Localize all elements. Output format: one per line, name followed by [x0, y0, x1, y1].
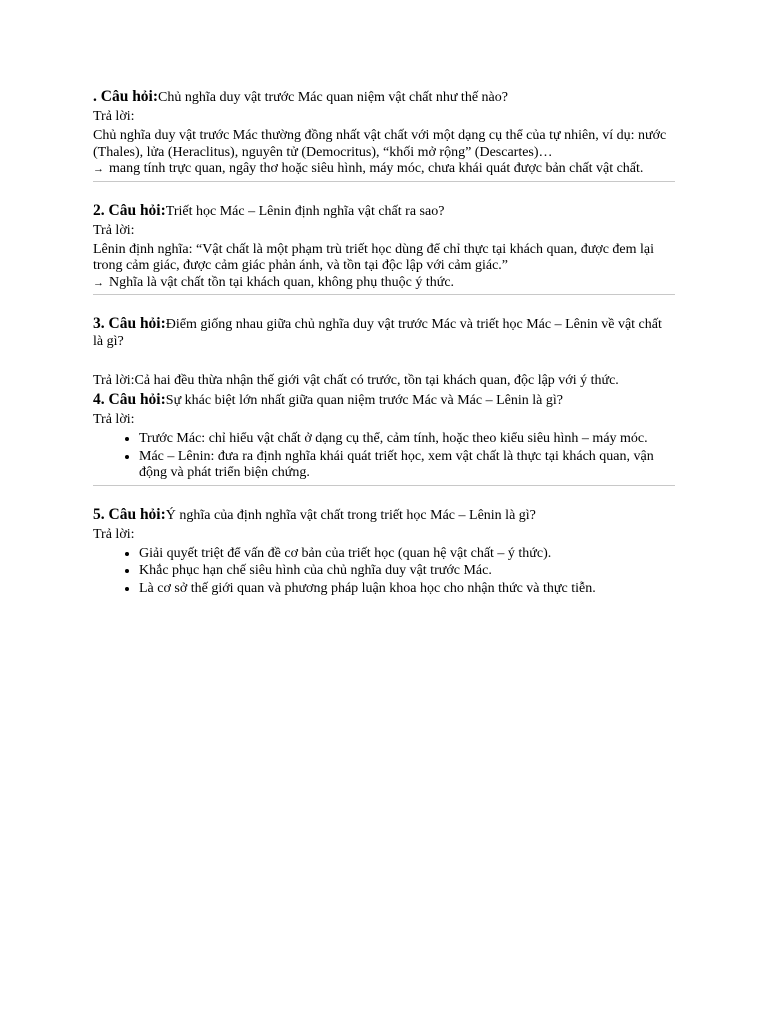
list-item: • Giải quyết triệt để vấn đề cơ bản của triết học (quan hệ vật chất – ý thức). — [139, 546, 675, 563]
question-1-conclusion — [93, 161, 675, 178]
question-3-number: 3. Câu hỏi: — [93, 315, 166, 332]
list-item: • Mác – Lênin: đưa ra định nghĩa khái quát triết học, xem vật chất là thực tại khách quan, vận động và phát triển biện chứng. — [139, 449, 675, 482]
question-5-heading — [93, 506, 675, 524]
list-item: • Trước Mác: chỉ hiểu vật chất ở dạng cụ thể, cảm tính, hoặc theo kiểu siêu hình – máy móc. — [139, 431, 675, 448]
question-1-answer: Chủ nghĩa duy vật trước Mác thường đồng nhất vật chất với một dạng cụ thể của tự nhiên, ví dụ: nước (Thales), lửa (Heraclitus), nguyên tử (Democritus), “khối mở rộng” (Descartes)… — [93, 128, 667, 160]
question-5-text: Ý nghĩa của định nghĩa vật chất trong triết học Mác – Lênin là gì? — [165, 507, 536, 523]
list-item: • Là cơ sở thế giới quan và phương pháp luận khoa học cho nhận thức và thực tiễn. — [139, 581, 675, 598]
divider — [93, 485, 675, 486]
question-2 — [93, 202, 675, 296]
arrow-right-icon: → — [93, 276, 104, 289]
question-4 — [93, 391, 675, 486]
question-4-number: 4. Câu hỏi: — [93, 391, 166, 408]
question-3 — [93, 315, 675, 389]
question-5 — [93, 506, 675, 598]
question-2-heading — [93, 202, 675, 220]
question-2-conclusion — [93, 275, 675, 292]
question-3-answer-text: Cả hai đều thừa nhận thế giới vật chất có trước, tồn tại khách quan, độc lập với ý thức. — [134, 373, 619, 388]
question-1-heading — [93, 88, 675, 106]
question-4-answer-list — [93, 431, 675, 482]
question-5-answer-label: Trả lời: — [93, 526, 135, 542]
question-2-answer-label: Trả lời: — [93, 222, 135, 238]
question-2-text: Triết học Mác – Lênin định nghĩa vật chất ra sao? — [165, 203, 445, 219]
list-item: • Khắc phục hạn chế siêu hình của chủ nghĩa duy vật trước Mác. — [139, 563, 675, 580]
question-1 — [93, 88, 675, 182]
arrow-right-icon: → — [93, 163, 104, 175]
divider — [93, 181, 675, 182]
question-3-answer — [93, 372, 675, 389]
question-1-answer-label: Trả lời: — [93, 109, 135, 124]
question-4-answer-label: Trả lời: — [93, 412, 135, 427]
question-3-heading — [93, 315, 675, 350]
question-5-answer-list — [93, 546, 675, 598]
question-2-conclusion-text: Nghĩa là vật chất tồn tại khách quan, không phụ thuộc ý thức. — [109, 274, 455, 290]
question-5-number: 5. Câu hỏi: — [93, 505, 166, 523]
divider — [93, 294, 675, 295]
question-1-number: . Câu hỏi: — [93, 88, 159, 105]
question-3-text: Điểm giống nhau giữa chủ nghĩa duy vật trước Mác và triết học Mác – Lênin về vật chất là gì? — [93, 317, 662, 349]
question-2-answer: Lênin định nghĩa: “Vật chất là một phạm trù triết học dùng để chỉ thực tại khách quan, được đem lại trong cảm giác, được cảm giác phản ánh, và tồn tại độc lập với cảm giác.” — [93, 241, 655, 273]
question-4-text: Sự khác biệt lớn nhất giữa quan niệm trước Mác và Mác – Lênin là gì? — [165, 393, 563, 408]
question-2-number: 2. Câu hỏi: — [93, 201, 166, 219]
question-3-answer-label: Trả lời: — [93, 373, 135, 388]
question-1-conclusion-text: mang tính trực quan, ngây thơ hoặc siêu hình, máy móc, chưa khái quát được bản chất vật chất. — [109, 161, 644, 176]
question-1-text: Chủ nghĩa duy vật trước Mác quan niệm vật chất như thế nào? — [158, 90, 508, 105]
question-4-heading — [93, 391, 675, 409]
